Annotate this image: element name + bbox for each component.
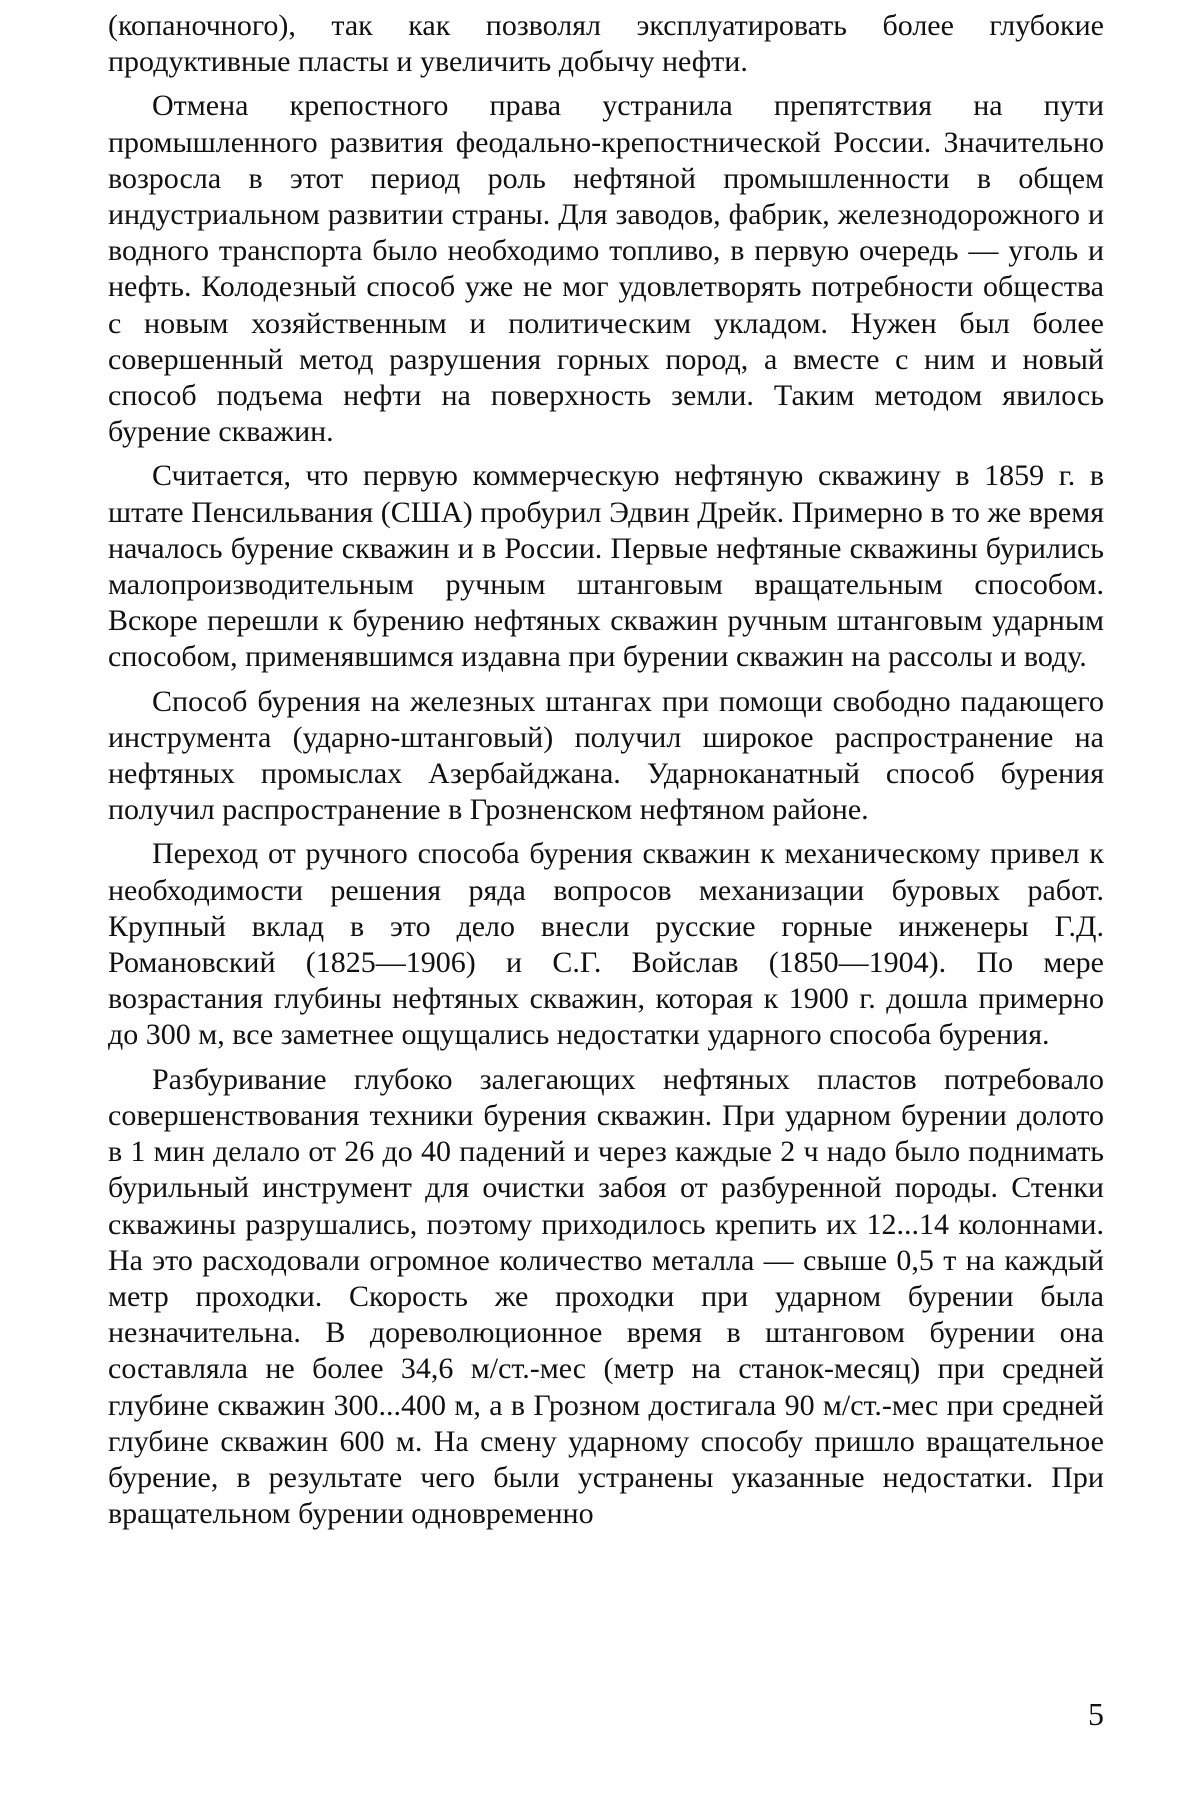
paragraph-deep-drilling: Разбуривание глубоко залегающих нефтяных пластов потребовало совершенствования техники бурения скважин. При ударном бурении долото в 1 мин делало от 26 до 40 падений и через каждые 2 ч надо было поднимать бурильный инструмент для очистки забоя от разбуренной породы. Стенки скважины разрушались, поэтому приходилось крепить их 12...14 колоннами. На это расходовали огромное количество металла — свыше 0,5 т на каждый метр проходки. Скорость же проходки при ударном бурении была незначительна. В дореволюционное время в штанговом бурении она составляла не более 34,6 м/ст.-мес (метр на станок-месяц) при средней глубине скважин 300...400 м, а в Грозном достигала 90 м/ст.-мес при средней глубине скважин 600 м. На смену ударному способу пришло вращательное бурение, в результате чего были устранены указанные недостатки. При вращательном бурении одновременно [108, 1062, 1104, 1533]
page-number: 5 [1088, 1696, 1104, 1732]
book-page [108, 8, 1104, 1788]
paragraph-percussion-method: Способ бурения на железных штангах при помощи свободно падающего инструмента (ударно-штанговый) получил широкое распространение на нефтяных промыслах Азербайджана. Ударноканатный способ бурения получил распространение в Грозненском нефтяном районе. [108, 684, 1104, 829]
paragraph-mechanization: Переход от ручного способа бурения скважин к механическому привел к необходимости решения ряда вопросов механизации буровых работ. Крупный вклад в это дело внесли русские горные инженеры Г.Д. Романовский (1825—1906) и С.Г. Войслав (1850—1904). По мере возрастания глубины нефтяных скважин, которая к 1900 г. дошла примерно до 300 м, все заметнее ощущались недостатки ударного способа бурения. [108, 836, 1104, 1053]
paragraph-first-well: Считается, что первую коммерческую нефтяную скважину в 1859 г. в штате Пенсильвания (США) пробурил Эдвин Дрейк. Примерно в то же время началось бурение скважин и в России. Первые нефтяные скважины бурились малопроизводительным ручным штанговым вращательным способом. Вскоре перешли к бурению нефтяных скважин ручным штанговым ударным способом, применявшимся издавна при бурении скважин на рассолы и воду. [108, 458, 1104, 675]
paragraph-continuation: (копаночного), так как позволял эксплуатировать более глубокие продуктивные пласты и увеличить добычу нефти. [108, 8, 1104, 80]
paragraph-serfdom-abolition: Отмена крепостного права устранила препятствия на пути промышленного развития феодально-крепостнической России. Значительно возросла в этот период роль нефтяной промышленности в общем индустриальном развитии страны. Для заводов, фабрик, железнодорожного и водного транспорта было необходимо топливо, в первую очередь — уголь и нефть. Колодезный способ уже не мог удовлетворять потребности общества с новым хозяйственным и политическим укладом. Нужен был более совершенный метод разрушения горных пород, а вместе с ним и новый способ подъема нефти на поверхность земли. Таким методом явилось бурение скважин. [108, 88, 1104, 450]
